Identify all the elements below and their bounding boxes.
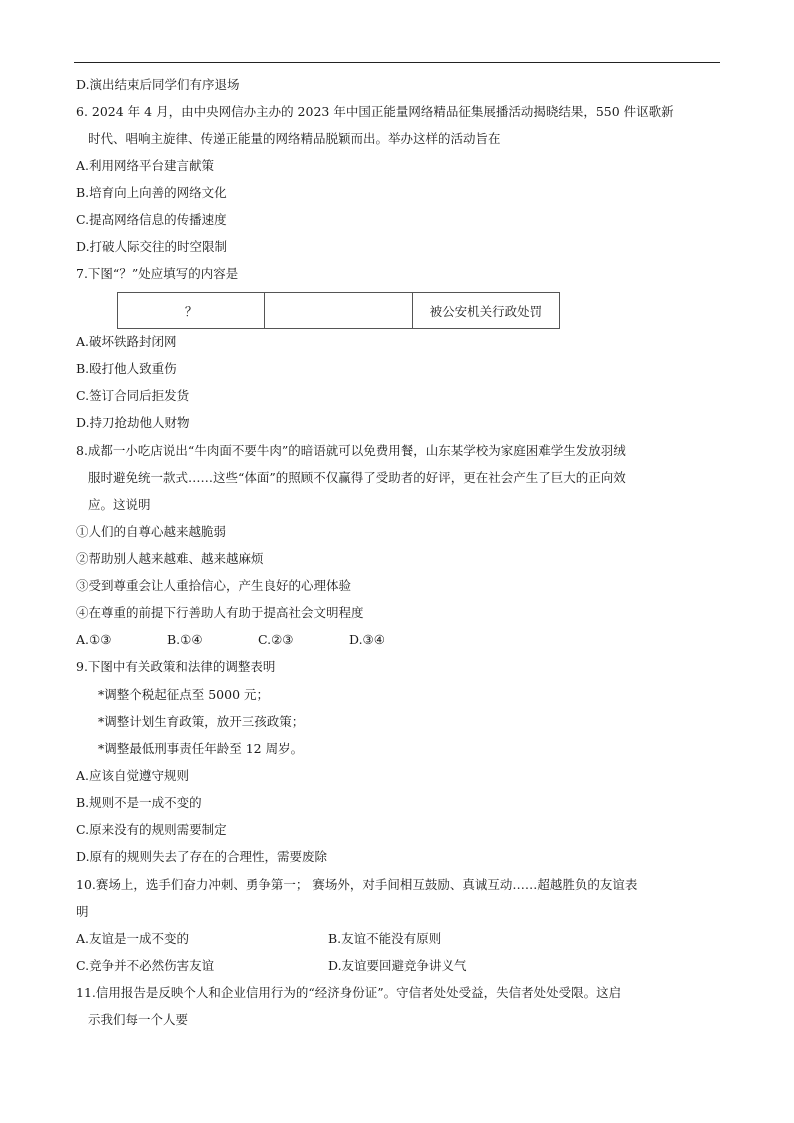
q8-option-c: C.②③ bbox=[258, 632, 294, 647]
q10-option-d: D.友谊要回避竞争讲义气 bbox=[328, 958, 467, 973]
q9-item-3: *调整最低刑事责任年龄至 12 周岁。 bbox=[98, 741, 304, 756]
q9-option-d: D.原有的规则失去了存在的合理性，需要废除 bbox=[76, 849, 328, 864]
q9-option-b: B.规则不是一成不变的 bbox=[76, 795, 202, 810]
q6-option-c: C.提高网络信息的传播速度 bbox=[76, 212, 227, 227]
q9-item-2: *调整计划生育政策，放开三孩政策； bbox=[98, 714, 305, 729]
q8-stem-line2: 服时避免统一款式……这些“体面”的照顾不仅赢得了受助者的好评，更在社会产生了巨大的正向效 bbox=[88, 470, 626, 485]
q8-stem-line3: 应。这说明 bbox=[88, 497, 151, 512]
q7-table bbox=[117, 292, 560, 329]
q7-option-c: C.签订合同后拒发货 bbox=[76, 388, 190, 403]
q8-statement-4: ④在尊重的前提下行善助人有助于提高社会文明程度 bbox=[76, 605, 364, 620]
q8-option-a: A.①③ bbox=[76, 632, 112, 647]
q6-stem-line1: 6. 2024 年 4 月，由中央网信办主办的 2023 年中国正能量网络精品征集展播活动揭晓结果，550 件讴歌新 bbox=[76, 104, 674, 119]
q10-option-c: C.竞争并不必然伤害友谊 bbox=[76, 958, 215, 973]
q9-option-a: A.应该自觉遵守规则 bbox=[76, 768, 190, 783]
q11-stem-line2: 示我们每一个人要 bbox=[88, 1012, 189, 1027]
q10-stem-line2: 明 bbox=[76, 904, 89, 919]
q6-option-b: B.培育向上向善的网络文化 bbox=[76, 185, 227, 200]
q8-stem-line1: 8.成都一小吃店说出“牛肉面不要牛肉”的暗语就可以免费用餐，山东某学校为家庭困难学生发放羽绒 bbox=[76, 443, 626, 458]
q7-table-cell-empty bbox=[265, 293, 412, 329]
q9-option-c: C.原来没有的规则需要制定 bbox=[76, 822, 227, 837]
q10-option-b: B.友谊不能没有原则 bbox=[328, 931, 442, 946]
q8-option-d: D.③④ bbox=[349, 632, 385, 647]
q10-stem-line1: 10.赛场上，选手们奋力冲刺、勇争第一； 赛场外，对手间相互鼓励、真诚互动……超越胜负的友谊表 bbox=[76, 877, 638, 892]
q9-item-1: *调整个税起征点至 5000 元； bbox=[98, 687, 270, 702]
header-rule bbox=[74, 62, 720, 63]
prev-option-d: D.演出结束后同学们有序退场 bbox=[76, 77, 240, 92]
q10-option-a: A.友谊是一成不变的 bbox=[76, 931, 190, 946]
q7-table-cell-question: ？ bbox=[118, 293, 265, 329]
q11-stem-line1: 11.信用报告是反映个人和企业信用行为的“经济身份证”。守信者处处受益，失信者处处受限。这启 bbox=[76, 985, 622, 1000]
q6-option-a: A.利用网络平台建言献策 bbox=[76, 158, 215, 173]
q7-option-b: B.殴打他人致重伤 bbox=[76, 361, 177, 376]
q8-statement-1: ①人们的自尊心越来越脆弱 bbox=[76, 524, 227, 539]
q7-stem: 7.下图“？”处应填写的内容是 bbox=[76, 266, 239, 281]
q7-option-d: D.持刀抢劫他人财物 bbox=[76, 415, 190, 430]
q9-stem: 9.下图中有关政策和法律的调整表明 bbox=[76, 659, 276, 674]
q8-statement-2: ②帮助别人越来越难、越来越麻烦 bbox=[76, 551, 264, 566]
q8-statement-3: ③受到尊重会让人重拾信心，产生良好的心理体验 bbox=[76, 578, 352, 593]
q7-option-a: A.破坏铁路封闭网 bbox=[76, 334, 177, 349]
q8-option-b: B.①④ bbox=[167, 632, 203, 647]
q6-stem-line2: 时代、唱响主旋律、传递正能量的网络精品脱颖而出。举办这样的活动旨在 bbox=[88, 131, 501, 146]
q7-table-cell-penalty: 被公安机关行政处罚 bbox=[412, 293, 559, 329]
q6-option-d: D.打破人际交往的时空限制 bbox=[76, 239, 228, 254]
